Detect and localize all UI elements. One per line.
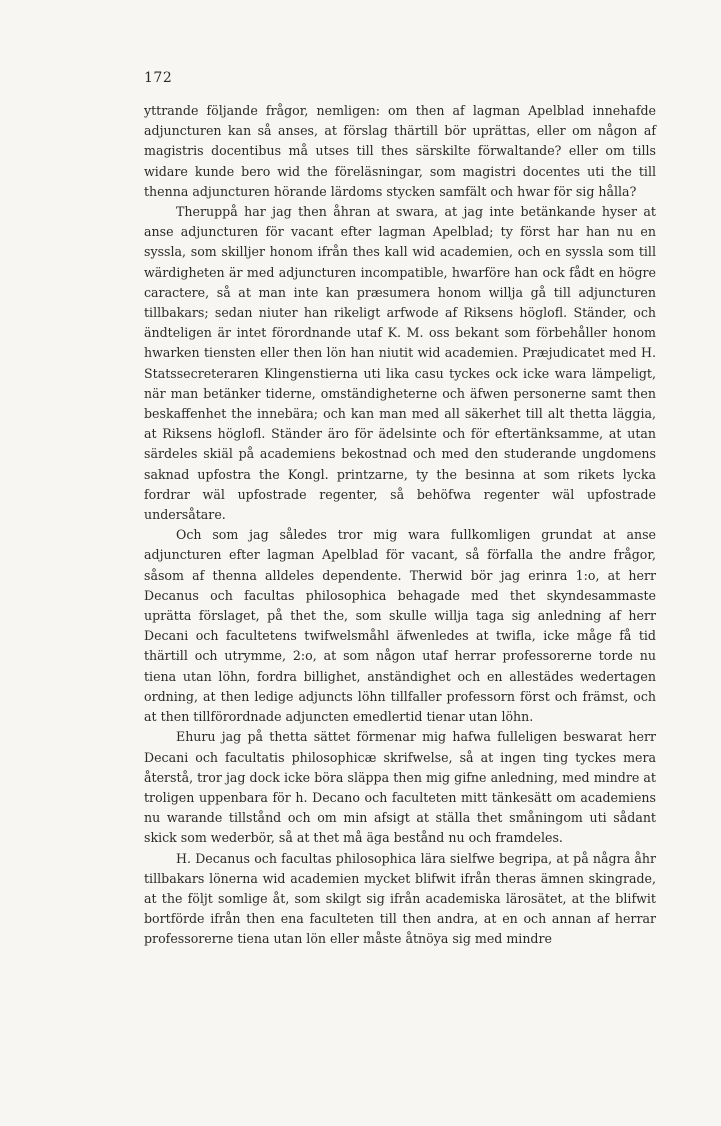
paragraph-5: H. Decanus och facultas philosophica lära sielfwe begripa, at på några åhr tillbakars lönerna wid academien mycket blifwit ifrån theras ämnen skingrade, at the följt somlige åt, som skilgt sig ifrån academiska lärosätet, at the blifwit bortförde ifrån then ena faculteten till then andra, at en och annan af herrar professorerne tiena utan lön eller måste åtnöya sig med mindre [144,850,656,947]
body-text [144,101,656,950]
paragraph-3: Och som jag således tror mig wara fullkomligen grundat at anse adjuncturen efter lagman Apelblad för vacant, så förfalla the andre frågor, såsom af thenna alldeles dependente. Therwid bör jag erinra 1:o, at herr Decanus och facultas philosophica behagade med thet skyndesammaste uprätta förslaget, på thet the, som skulle willja taga sig anledning af herr Decani och facultetens twifwelsmåhl äfwenledes at twifla, icke måge få tid thärtill och utrymme, 2:o, at som någon utaf herrar professorerne torde nu tiena utan löhn, fordra billighet, anständighet och en allestädes wedertagen ordning, at then ledige adjuncts löhn tillfaller professorn först och främst, och at then tillförordnade adjuncten emedlertid tienar utan löhn. [144,527,656,725]
paragraph-4: Ehuru jag på thetta sättet förmenar mig hafwa fulleligen beswarat herr Decani och facultatis philosophicæ skrifwelse, så at ingen ting tyckes mera återstå, tror jag dock icke böra släppa then mig gifne anledning, med mindre at troligen uppenbara för h. Decano och faculteten mitt tänkesätt om academiens nu warande tillstånd och om min afsigt at ställa thet småningom uti sådant skick som wederbör, så at thet må äga bestånd nu och framdeles. [144,729,656,846]
paragraph-1: yttrande följande frågor, nemligen: om then af lagman Apelblad innehafde adjuncturen kan så anses, at förslag thärtill bör uprättas, eller om någon af magistris docentibus må utses till thes särskilte förwaltande? eller om tills widare kunde bero wid the föreläsningar, som magistri docentes uti the till thenna adjuncturen hörande lärdoms stycken samfält och hwar för sig hålla? [144,103,656,199]
paragraph-2: Theruppå har jag then åhran at swara, at jag inte betänkande hyser at anse adjuncturen för vacant efter lagman Apelblad; ty först har han nu en syssla, som skilljer honom ifrån thes kall wid academien, och en syssla som till wärdigheten är med adjuncturen incompatible, hwarföre han ock fådt en högre caractere, så at man inte kan præsumera honom willja gå till adjuncturen tillbakars; sedan niuter han rikeligt arfwode af Riksens höglofl. Ständer, och ändteligen är intet förordnande utaf K. M. oss bekant som förbehåller honom hwarken tiensten eller then lön han niutit wid academien. Præjudicatet med H. Statssecreteraren Klingenstierna uti lika casu tyckes ock icke wara lämpeligt, när man betänker tiderne, omständigheterne och äfwen personerne samt then beskaffenhet the innebära; och kan man med all säkerhet till alt thetta läggia, at Riksens höglofl. Ständer äro för ädelsinte och för eftertänksamme, at utan särdeles skiäl på academiens bekostnad och med den studerande ungdomens saknad upfostra the Kongl. printzarne, ty the besinna at som rikets lycka fordrar wäl upfostrade regenter, så behöfwa regenter wäl upfostrade undersåtare. [144,204,656,523]
page-number: 172 [144,70,173,86]
